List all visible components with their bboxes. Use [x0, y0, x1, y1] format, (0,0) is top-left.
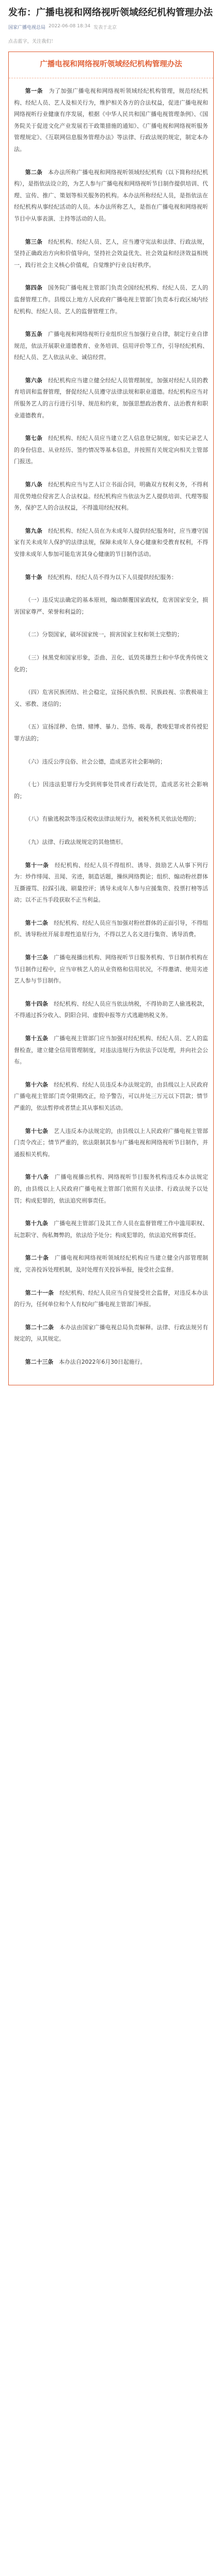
clause-number: 第三条 [25, 238, 43, 245]
article-headline: 发布：广播电视和网络视听领域经纪机构管理办法 [8, 7, 213, 18]
article-clause [14, 167, 208, 225]
clause-number: 第二十条 [25, 1255, 49, 1262]
clause-number: 第二十一条 [25, 1289, 54, 1296]
clause-text: 经纪机构、经纪人员应当建立艺人信息登记制度，如实记录艺人的身份信息、从业经历、签约情况等基本信息，并按照有关规定向相关主管部门报送。 [14, 435, 208, 465]
clause-text: 经纪机构、经纪人员不得为以下人员提供经纪服务： [42, 573, 177, 581]
source-link[interactable]: 国家广播电视总局 [8, 25, 46, 30]
clause-number: 第二十二条 [25, 1324, 54, 1331]
clause-text: 艺人违反本办法规定的，由县级以上人民政府广播电视主管部门责令改正；情节严重的，依法限制其参与广播电视和网络视听节目制作，并通报相关机构。 [14, 1127, 208, 1158]
article-clause [14, 526, 208, 561]
article-clause [14, 1218, 208, 1241]
article-clause [14, 375, 208, 421]
article-clause [14, 998, 208, 1022]
clause-number: 第十三条 [25, 954, 49, 961]
clause-number: 第九条 [25, 527, 43, 534]
clause-text: 经纪机构、经纪人员应当依法纳税，不得协助艺人偷逃税款，不得通过拆分收入、阴阳合同、虚假申报等方式逃避纳税义务。 [14, 1000, 208, 1019]
clause-number: 第五条 [25, 331, 43, 338]
clause-text: 经纪机构、经纪人员违反本办法规定的，由县级以上人民政府广播电视主管部门责令限期改正，给予警告，可以并处三万元以下罚款；情节严重的，依法暂停或者禁止其从事相关活动。 [14, 1081, 208, 1111]
article-clause [14, 1126, 208, 1161]
clause-number: 第十九条 [25, 1220, 49, 1227]
clause-number: 第六条 [25, 377, 43, 384]
clause-text: 广播电视主管部门及其工作人员在监督管理工作中滥用职权、玩忽职守、徇私舞弊的，依法给予处分；构成犯罪的，依法追究刑事责任。 [14, 1220, 208, 1239]
clause-text: 经纪机构、经纪人员在为未成年人提供经纪服务时，应当遵守国家有关未成年人保护的法律法规，保障未成年人身心健康和受教育权利，不得安排未成年人参加可能危害其身心健康的节目制作活动。 [14, 527, 208, 557]
article-clause [14, 918, 208, 941]
clause-text: 本办法自2022年6月30日起施行。 [53, 1358, 146, 1365]
publish-datetime: 2022-06-08 18:34 [49, 24, 91, 29]
clause-text: 广播电视播出机构、网络视听节目服务机构、节目制作机构在节目制作过程中，应当审核艺人的从业资格和信用状况，不得邀请、使用劣迹艺人参与节目制作。 [14, 954, 208, 985]
clause-list-item: （九）法律、行政法规规定的其他情形。 [25, 838, 126, 845]
article-meta [8, 24, 214, 30]
clause-list-item: （四）危害民族团结、社会稳定，宣扬民族仇恨、民族歧视、宗教极端主义、邪教、迷信的； [14, 689, 208, 707]
clause-number: 第十六条 [25, 1081, 49, 1088]
clause-text: 广播电视主管部门应当加强对经纪机构、经纪人员、艺人的监督检查，建立健全信用管理制度，对违法违规行为依法予以处理，并向社会公布。 [14, 1035, 208, 1065]
clause-text: 经纪机构应当与艺人订立书面合同，明确双方权利义务，不得利用优势地位侵害艺人合法权益。经纪机构应当依法为艺人提供培训、代理等服务，保护艺人的合法权益，不得滥用经纪权利。 [14, 481, 208, 512]
article-clause [14, 572, 208, 584]
article-clause [14, 329, 208, 364]
article-clause [14, 1172, 208, 1207]
document-body [9, 78, 213, 1385]
clause-text: 为了加强广播电视和网络视听领域经纪机构管理，规范经纪机构、经纪人员、艺人及相关行为，维护相关各方的合法权益，促进广播电视和网络视听行业健康有序发展，根据《中华人民共和国广播电视管理条例》、《国务院关于促进文化产业发展若干政策措施的通知》、《广播电视和网络视听服务管理规定》、《互联网信息服务管理办法》等法律、行政法规的规定，制定本办法。 [14, 88, 208, 152]
clause-text: 国务院广播电视主管部门负责全国经纪机构、经纪人员、艺人的监督管理工作。县级以上地方人民政府广播电视主管部门负责本行政区域内经纪机构、经纪人员、艺人的监督管理工作。 [14, 284, 208, 315]
clause-number: 第二条 [25, 168, 43, 176]
article-clause [14, 1079, 208, 1114]
clause-number: 第十二条 [25, 919, 49, 926]
article-clause [14, 860, 208, 906]
article-clause [14, 282, 208, 317]
article-clause [14, 1287, 208, 1311]
clause-text: 经纪机构、经纪人员、艺人，应当遵守宪法和法律、行政法规，坚持正确政治方向和价值导向，坚持社会效益优先、社会效益和经济效益相统一，践行社会主义核心价值观，自觉维护行业良好秩序。 [14, 238, 208, 268]
clause-number: 第十四条 [25, 1000, 49, 1007]
document-title: 广播电视和网络视听领域经纪机构管理办法 [9, 52, 213, 78]
clause-list-item: （三）抹黑党和国家形象，歪曲、丑化、诋毁英雄烈士和中华优秀传统文化的； [14, 654, 208, 673]
clause-text: 本办法由国家广播电视总局负责解释。法律、行政法规另有规定的，从其规定。 [14, 1324, 208, 1343]
article-clause [14, 86, 208, 156]
clause-text: 本办法所称广播电视和网络视听领域经纪机构（以下简称经纪机构），是指依法设立的，为艺人参与广播电视和网络视听节目制作提供培训、代理、宣传、推广、策划等相关服务的机构。本办法所称经纪人员，是指依法在经纪机构从事经纪活动的人员。本办法所称艺人，是指在广播电视和网络视听节目中从事表演、主持等活动的人员。 [14, 168, 208, 222]
article-clause [14, 1357, 208, 1368]
clause-list-item: （七）因违法犯罪行为受到刑事处罚或者行政处罚，造成恶劣社会影响的； [14, 781, 208, 800]
clause-text: 经纪机构、经纪人员应当加强对粉丝群体的正面引导，不得组织、诱导粉丝开展非理性追星行为，不得以艺人名义进行集资、诱导消费。 [14, 919, 208, 938]
follow-hint: 点击蓝字，关注我们！ [8, 39, 56, 44]
clause-list-item: （六）违反公序良俗、社会公德，造成恶劣社会影响的； [25, 758, 166, 765]
clause-list-item: （二）分裂国家，破坏国家统一，损害国家主权和领土完整的； [25, 631, 183, 638]
document-box [8, 52, 214, 1385]
article-clause [14, 479, 208, 514]
clause-text: 广播电视和网络视听行业组织应当加强行业自律，制定行业自律规范，依法开展职业道德教育、业务培训、信用评价等工作，引导经纪机构、经纪人员、艺人依法从业、诚信经营。 [14, 331, 208, 361]
clause-text: 经纪机构应当建立健全经纪人员管理制度，加强对经纪人员的教育培训和监督管理，督促经纪人员遵守法律法规和职业道德。经纪机构应当对所服务艺人的言行进行引导、规范和约束，加强思想政治教育、法治教育和职业道德教育。 [14, 377, 208, 419]
clause-text: 广播电视和网络视听领域经纪机构应当建立健全内部管理制度，完善投诉处理机制，及时处理有关投诉举报，接受社会监督。 [14, 1255, 208, 1273]
clause-text: 经纪机构、经纪人员不得组织、诱导、鼓励艺人从事下列行为：炒作绯闻、丑闻、劣迹，制造话题，操纵网络舆论；组织、煽动粉丝群体互撕谩骂、拉踩引战、刷量控评；诱导未成年人参与应援集资、投票打榜等活动；以不正当手段获取不正当利益。 [14, 861, 208, 904]
clause-number: 第一条 [25, 88, 43, 94]
clause-list-item: （五）宣扬淫秽、色情、赌博、暴力、恐怖、吸毒，教唆犯罪或者传授犯罪方法的； [14, 723, 208, 742]
clause-number: 第十五条 [25, 1035, 49, 1042]
article-clause [14, 1252, 208, 1276]
article-clause [14, 952, 208, 987]
article-clause [14, 1033, 208, 1068]
article-clause [14, 236, 208, 272]
clause-list-item: （八）有偷逃税款等违反税收法律法规行为，被税务机关依法处理的； [25, 816, 200, 823]
clause-number: 第十条 [25, 573, 42, 581]
clause-list-item: （一）违反宪法确定的基本原则，煽动颠覆国家政权，危害国家安全，损害国家尊严、荣誉和利益的； [14, 597, 208, 615]
clause-text: 广播电视播出机构、网络视听节目服务机构违反本办法规定的，由县级以上人民政府广播电视主管部门依照有关法律、行政法规予以处罚；构成犯罪的，依法追究刑事责任。 [14, 1174, 208, 1204]
clause-number: 第四条 [25, 284, 43, 292]
clause-number: 第十八条 [25, 1174, 49, 1181]
publish-location: 发表于北京 [93, 25, 117, 30]
clause-number: 第八条 [25, 481, 43, 488]
clause-text: 经纪机构、经纪人员应当自觉接受社会监督，对违反本办法的行为，任何单位和个人有权向广播电视主管部门举报。 [14, 1289, 208, 1308]
clause-number: 第二十三条 [25, 1358, 54, 1365]
clause-number: 第十一条 [25, 861, 49, 869]
clause-number: 第十七条 [25, 1127, 49, 1134]
clause-number: 第七条 [25, 435, 43, 442]
article-clause [14, 433, 208, 468]
article-clause [14, 1322, 208, 1345]
